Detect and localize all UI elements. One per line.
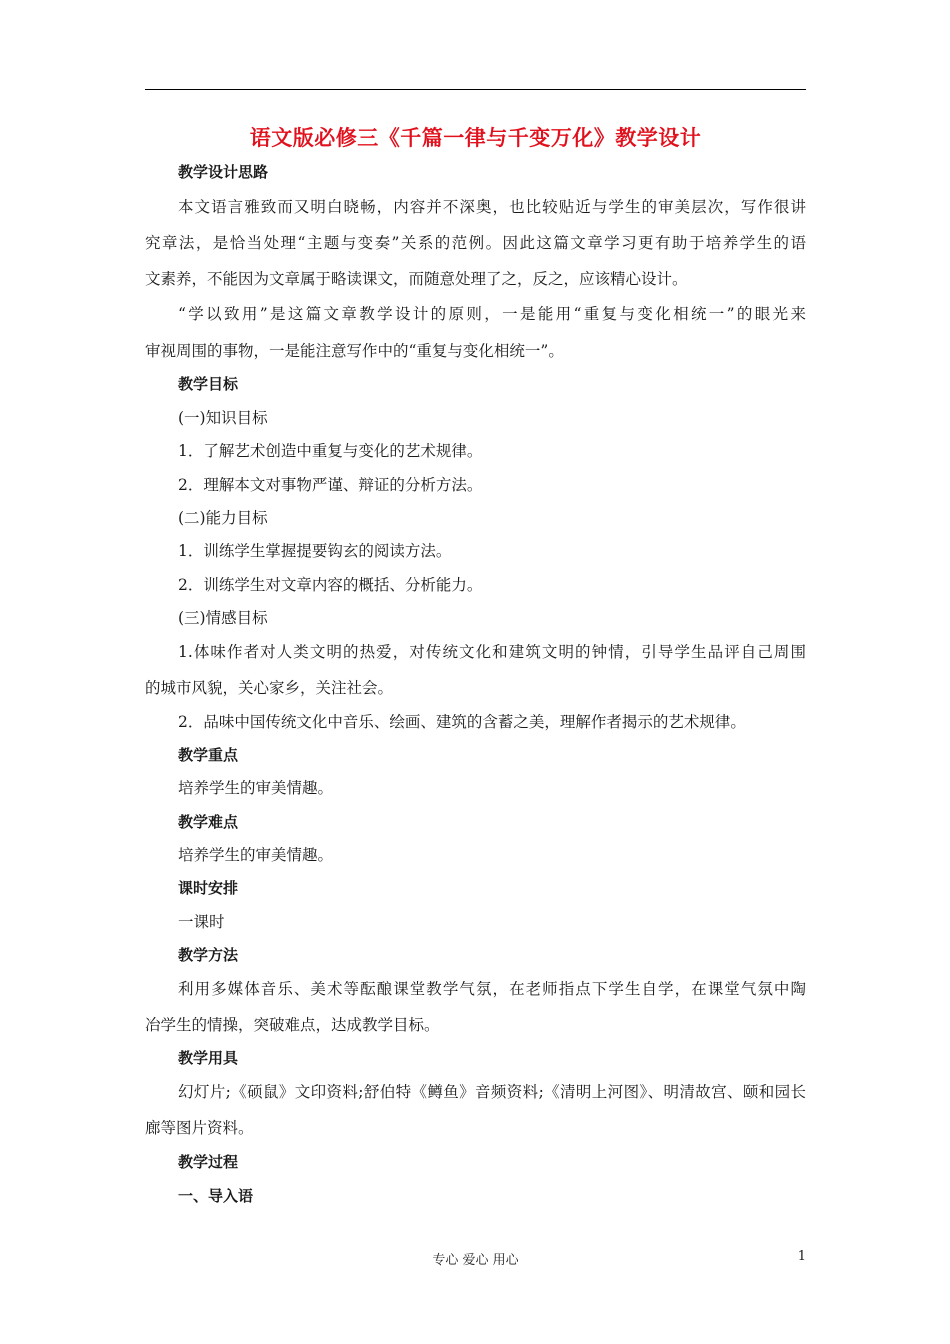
list-item: 2．训练学生对文章内容的概括、分析能力。 — [178, 576, 483, 594]
section-heading-difficulty: 教学难点 — [178, 813, 239, 831]
section-heading-key-point: 教学重点 — [178, 746, 239, 764]
section-heading-tools: 教学用具 — [178, 1049, 239, 1067]
paragraph-line: 究章法，是恰当处理“主题与变奏”关系的范例。因此这篇文章学习更有助于培养学生的语 — [145, 234, 806, 252]
subheading-ability: (二)能力目标 — [178, 509, 268, 527]
paragraph-line: 本文语言雅致而又明白晓畅，内容并不深奥，也比较贴近与学生的审美层次，写作很讲 — [178, 198, 806, 216]
list-item: 2．理解本文对事物严谨、辩证的分析方法。 — [178, 476, 483, 494]
page-footer — [145, 1249, 806, 1269]
section-heading-schedule: 课时安排 — [178, 879, 239, 897]
list-item: 2．品味中国传统文化中音乐、绘画、建筑的含蓄之美，理解作者揭示的艺术规律。 — [178, 713, 746, 731]
header-rule — [145, 89, 806, 90]
document-title: 语文版必修三《千篇一律与千变万化》教学设计 — [249, 126, 702, 150]
list-item: 1．训练学生掌握提要钩玄的阅读方法。 — [178, 542, 452, 560]
paragraph-line: 冶学生的情操，突破难点，达成教学目标。 — [145, 1016, 440, 1034]
paragraph-line: 文素养，不能因为文章属于略读课文，而随意处理了之，反之，应该精心设计。 — [145, 270, 688, 288]
paragraph-line: 一课时 — [178, 913, 225, 931]
list-item-continuation: 的城市风貌，关心家乡，关注社会。 — [145, 679, 394, 697]
paragraph-line: 培养学生的审美情趣。 — [178, 846, 334, 864]
paragraph-line: 廊等图片资料。 — [145, 1119, 254, 1137]
paragraph-line: 审视周围的事物，一是能注意写作中的“重复与变化相统一”。 — [145, 342, 564, 360]
page-number: 1 — [797, 1249, 806, 1264]
paragraph-line: “学以致用”是这篇文章教学设计的原则，一是能用“重复与变化相统一”的眼光来 — [178, 305, 806, 323]
subheading-intro: 一、导入语 — [178, 1187, 254, 1205]
paragraph-line: 幻灯片;《硕鼠》文印资料;舒伯特《鳟鱼》音频资料;《清明上河图》、明清故宫、颐和园长 — [178, 1083, 806, 1101]
section-heading-method: 教学方法 — [178, 946, 239, 964]
subheading-emotion: (三)情感目标 — [178, 609, 268, 627]
section-heading-process: 教学过程 — [178, 1153, 239, 1171]
footer-motto: 专心 爱心 用心 — [432, 1253, 519, 1268]
list-item: 1．了解艺术创造中重复与变化的艺术规律。 — [178, 442, 483, 460]
subheading-knowledge: (一)知识目标 — [178, 409, 268, 427]
list-item: 1.体味作者对人类文明的热爱，对传统文化和建筑文明的钟情，引导学生品评自己周围 — [178, 643, 806, 661]
paragraph-line: 培养学生的审美情趣。 — [178, 779, 334, 797]
section-heading-goals: 教学目标 — [178, 375, 239, 393]
section-heading-design-idea: 教学设计思路 — [178, 163, 269, 181]
paragraph-line: 利用多媒体音乐、美术等酝酿课堂教学气氛，在老师指点下学生自学，在课堂气氛中陶 — [178, 980, 806, 998]
